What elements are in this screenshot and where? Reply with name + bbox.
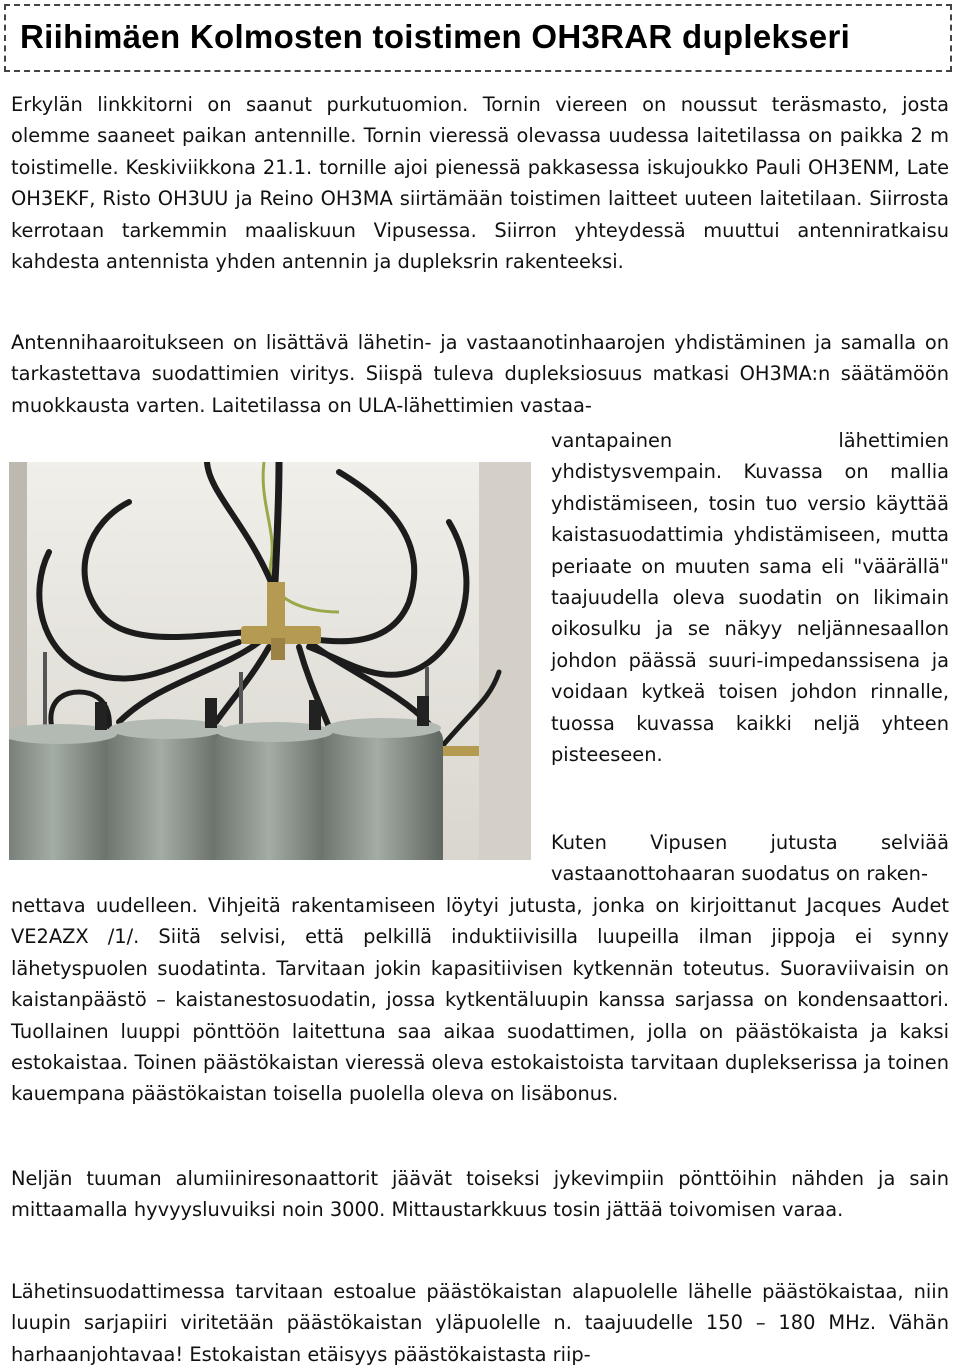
page-title: Riihimäen Kolmosten toistimen OH3RAR duplekseri: [20, 18, 851, 55]
paragraph-3-side-column: Kuten Vipusen jutusta selviää vastaanottohaaran suodatus on raken-: [551, 831, 949, 886]
wall-corner: [479, 462, 531, 860]
combiner-photo: [9, 462, 531, 860]
paragraph-4: Neljän tuuman alumiiniresonaattorit jäävät toiseksi jykevimpiin pönttöihin nähden ja sain mittaamalla hyvyysluvuiksi noin 3000. Mittaustarkkuus tosin jättää toivomisen varaa.: [11, 1167, 949, 1222]
title-box: [4, 4, 952, 72]
paragraph-5: Lähetinsuodattimessa tarvitaan estoalue päästökaistan alapuolelle lähelle päästökaistaa, niin luupin sarjapiiri viritetään päästökaistan yläpuolelle n. taajuudelle 150 – 180 MHz. Vähän harhaanjohtavaa! Estokaistan etäisyys päästökaistasta riip-: [11, 1280, 949, 1366]
paragraph-1: Erkylän linkkitorni on saanut purkutuomion. Tornin viereen on noussut teräsmasto, josta olemme saaneet paikan antennille. Tornin vieressä olevassa uudessa laitetilassa on paikka 2 m toistimelle. Keskiviikkona 21.1. tornille ajoi pienessä pakkasessa iskujoukko Pauli OH3ENM, Late OH3EKF, Risto OH3UU ja Reino OH3MA siirtämään toistimen laitteet uuteen laitetilaan. Siirrosta kerrotaan tarkemmin maaliskuun Vipusessa. Siirron yhteydessä muuttui antenniratkaisu kahdesta antennista yhden antennin ja dupleksrin rakenteeksi.: [11, 93, 949, 274]
combiner-photo-drawing: [9, 462, 531, 860]
paragraph-2-side-column: vantapainen lähettimien yhdistysvempain. Kuvassa on mallia yhdistämiseen, tosin tuo versio käyttää kaistasuodattimia yhdistämiseen, mutta periaate on muuten sama eli "väärällä" taajuudella oleva suodatin on likimain oikosulku ja se näkyy neljännesaallon johdon päässä suuri-impedanssisena ja voidaan kytkeä toisen johdon rinnalle, tuossa kuvassa kaikki neljä yhteen pisteeseen.: [551, 429, 949, 767]
filter-cans: [9, 718, 443, 860]
paragraph-3-full-width: nettava uudelleen. Vihjeitä rakentamiseen löytyi jutusta, jonka on kirjoittanut Jacques Audet VE2AZX /1/. Siitä selvisi, että pelkillä induktiivisilla luupeilla ilman jippoja ei synny lähetyspuolen suodatinta. Tarvitaan jokin kapasitiivisen kytkennän toteutus. Suoraviivaisin on kaistanpäästö – kaistanestosuodatin, jossa kytkentäluupin kanssa sarjassa on kondensaattori. Tuollainen luuppi pönttöön laitettuna saa aikaa suodattimen, jolla on päästökaista ja kaksi estokaistaa. Toinen päästökaistan vieressä oleva estokaistoista tarvitaan duplekserissa ja toinen kauempana päästökaistan toisella puolella oleva on lisäbonus.: [11, 894, 949, 1106]
paragraph-2-full-width: Antennihaaroitukseen on lisättävä lähetin- ja vastaanotinhaarojen yhdistäminen ja samalla on tarkastettava suodattimien viritys. Siispä tuleva dupleksiosuus matkasi OH3MA:n säätämöön muokkausta varten. Laitetilassa on ULA-lähettimien vastaa-: [11, 331, 949, 417]
